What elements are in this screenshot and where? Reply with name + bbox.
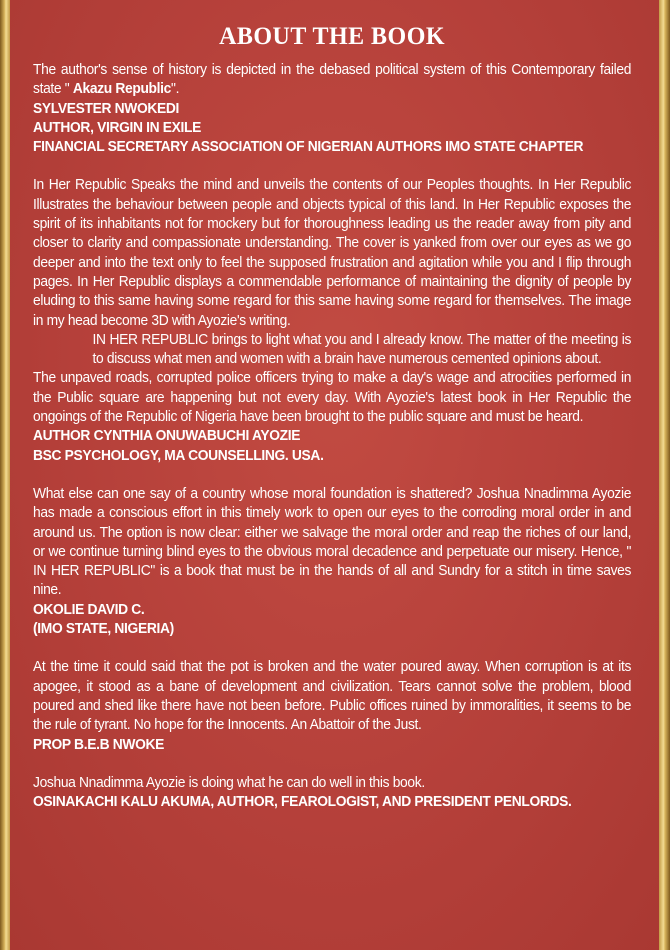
review-4-credit-name: PROP B.E.B NWOKE (33, 736, 165, 753)
review-1-highlight: Akazu Republic (72, 81, 172, 98)
review-2-paragraph-3: The unpaved roads, corrupted police officers trying to make a day's wage and atrocities performed in the Public square are happening but not every day. With Ayozie's latest book in Her Republic the ongoings of the Republic of Nigeria have been brought to the public square and must be heard. (33, 370, 632, 426)
about-book-content (33, 24, 631, 812)
review-2-credit-role: BSC PSYCHOLOGY, MA COUNSELLING. USA. (33, 447, 324, 464)
review-3-credit-location: (IMO STATE, NIGERIA) (33, 621, 174, 638)
review-4-text: At the time it could said that the pot is broken and the water poured away. When corruption is at its apogee, it stood as a bane of development and civilization. Tears cannot solve the problem, blood poured and shed like there have not been before. Public offices ruined by immoralities, it seems to be the rule of tyrant. No hope for the Innocents. An Abattoir of the Just. (33, 659, 632, 734)
review-3-credit-name: OKOLIE DAVID C. (33, 601, 145, 618)
gold-border-left (0, 0, 10, 950)
review-1-credit-position: FINANCIAL SECRETARY ASSOCIATION OF NIGERIAN AUTHORS IMO STATE CHAPTER (33, 139, 584, 156)
review-1-credit-role: AUTHOR, VIRGIN IN EXILE (33, 119, 202, 136)
page-title: ABOUT THE BOOK (219, 23, 445, 50)
review-5-credit-name: OSINAKACHI KALU AKUMA, AUTHOR, FEAROLOGIST, AND PRESIDENT PENLORDS. (33, 794, 572, 811)
review-5-text: Joshua Nnadimma Ayozie is doing what he can do well in this book. (33, 774, 425, 791)
review-2-credit-name: AUTHOR CYNTHIA ONUWABUCHI AYOZIE (33, 428, 301, 445)
gold-border-right (659, 0, 670, 950)
review-1-credit-name: SYLVESTER NWOKEDI (33, 100, 180, 117)
review-2-paragraph-2: IN HER REPUBLIC brings to light what you and I already know. The matter of the meeting is to discuss what men and women with a brain have numerous cemented opinions about. (92, 331, 632, 368)
review-2-paragraph-1: In Her Republic Speaks the mind and unveils the contents of our Peoples thoughts. In Her Republic Illustrates the behaviour between people and objects typical of this land. In Her Republic exposes the spirit of its inhabitants not for mockery but for thoroughness leading us the reader away from pity and closer to clarity and compassionate understanding. The cover is yanked from over our eyes as we go deeper and into the text only to feel the supposed frustration and agitation while you and I flip through pages. In Her Republic displays a commendable performance of maintaining the dignity of people by eluding to this same having some regard for this same having some regard for themselves. The image in my head become 3D with Ayozie's writing. (33, 177, 632, 329)
review-3-text: What else can one say of a country whose moral foundation is shattered? Joshua Nnadimma Ayozie has made a conscious effort in this timely work to open our eyes to the corroding moral order in and around us. The option is now clear: either we salvage the moral order and reap the riches of our land, or we continue turning blind eyes to the obvious moral decadence and perpetuate our misery. Hence, " IN HER REPUBLIC" is a book that must be in the hands of all and Sundry for a stitch in time saves nine. (33, 485, 632, 599)
review-1-text: The author's sense of history is depicted in the debased political system of this Contemporary failed state " Akazu Republic". (33, 62, 632, 98)
